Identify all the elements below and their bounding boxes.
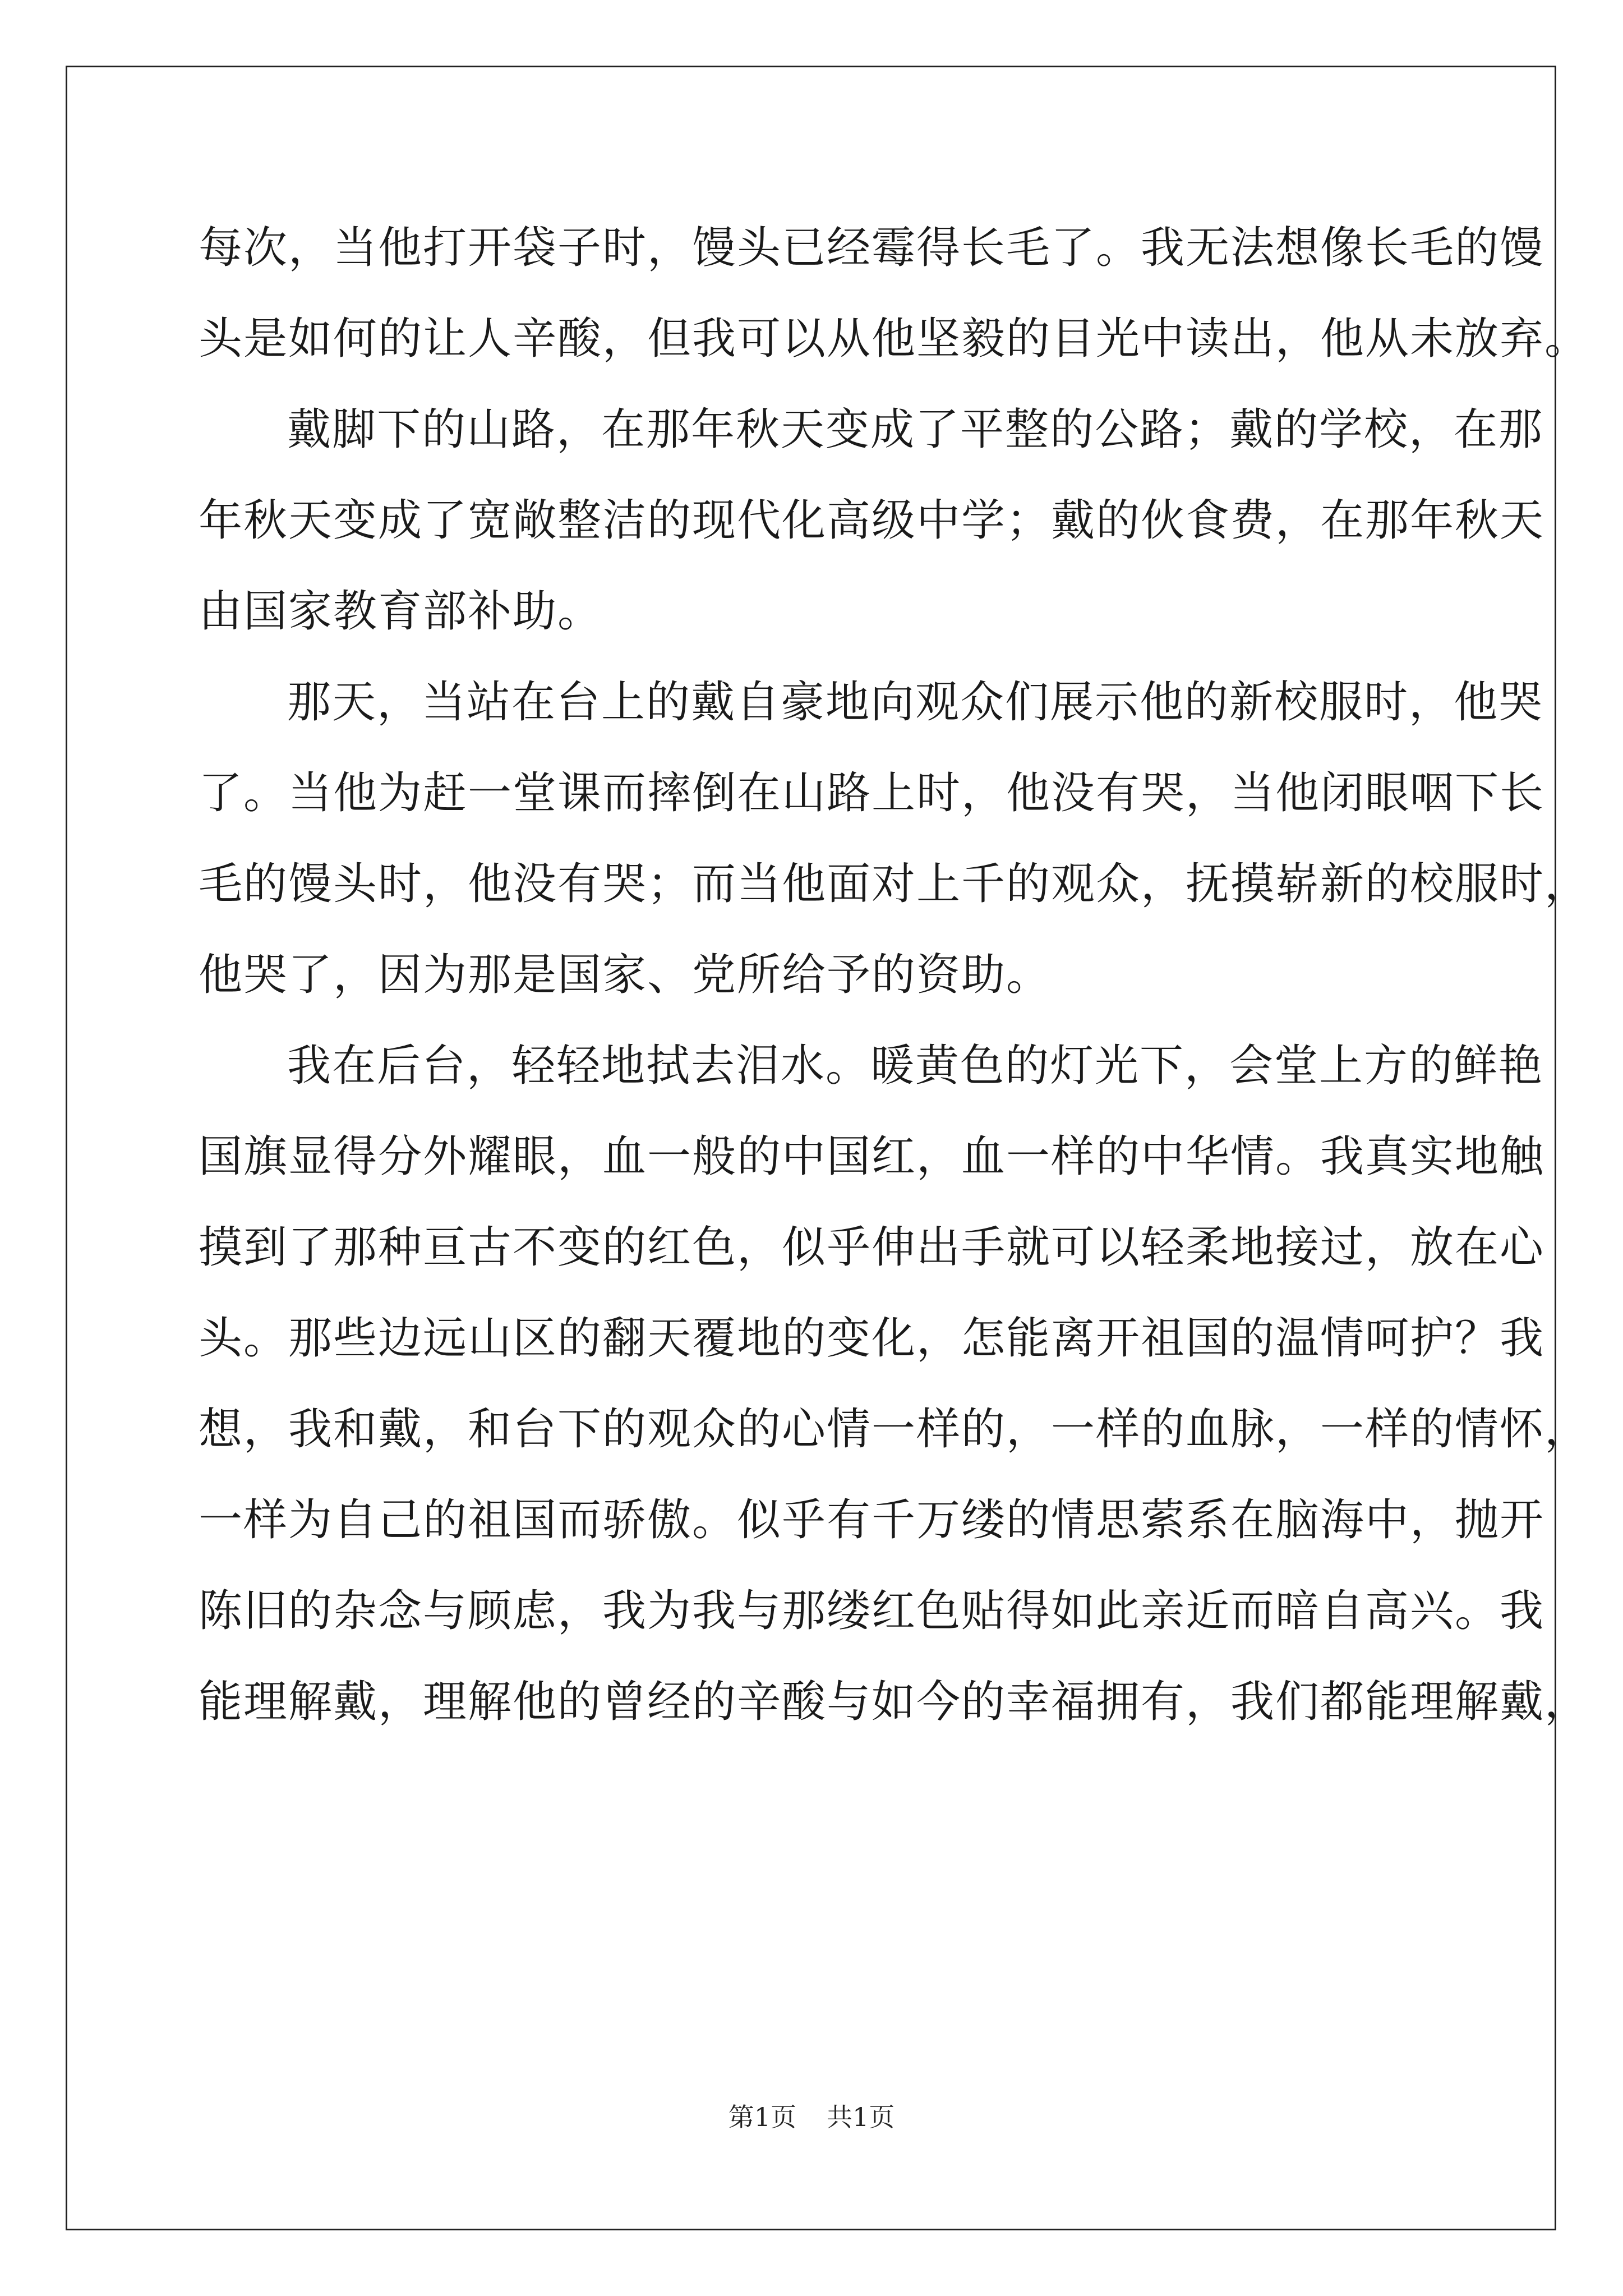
text-line: 陈旧的杂念与顾虑，我为我与那缕红色贴得如此亲近而暗自高兴。我 <box>199 1586 1545 1636</box>
text-line: 由国家教育部补助。 <box>199 586 603 637</box>
text-line: 国旗显得分外耀眼，血一般的中国红，血一样的中华情。我真实地触 <box>199 1131 1545 1182</box>
text-line: 毛的馒头时，他没有哭；而当他面对上千的观众，抚摸崭新的校服时， <box>199 859 1590 909</box>
page-footer <box>0 2100 1623 2134</box>
paragraph-first-line: 我在后台，轻轻地拭去泪水。暖黄色的灯光下，会堂上方的鲜艳 <box>287 1041 1544 1091</box>
text-line: 一样为自己的祖国而骄傲。似乎有千万缕的情思萦系在脑海中，抛开 <box>199 1495 1545 1545</box>
text-line: 想，我和戴，和台下的观众的心情一样的，一样的血脉，一样的情怀， <box>199 1404 1590 1455</box>
text-line: 年秋天变成了宽敞整洁的现代化高级中学；戴的伙食费，在那年秋天 <box>199 495 1545 546</box>
text-line: 头是如何的让人辛酸，但我可以从他坚毅的目光中读出，他从未放弃。 <box>199 314 1590 364</box>
paragraph-first-line: 戴脚下的山路，在那年秋天变成了平整的公路；戴的学校，在那 <box>287 404 1544 455</box>
text-line: 摸到了那种亘古不变的红色，似乎伸出手就可以轻柔地接过，放在心 <box>199 1222 1545 1273</box>
text-line: 了。当他为赶一堂课而摔倒在山路上时，他没有哭，当他闭眼咽下长 <box>199 768 1545 818</box>
text-line: 头。那些边远山区的翻天覆地的变化，怎能离开祖国的温情呵护？我 <box>199 1313 1545 1364</box>
text-line: 他哭了，因为那是国家、党所给予的资助。 <box>199 950 1052 1000</box>
document-body <box>199 220 1590 1765</box>
paragraph-first-line: 那天，当站在台上的戴自豪地向观众们展示他的新校服时，他哭 <box>287 677 1544 728</box>
page-total: 共1页 <box>827 2102 895 2132</box>
page-number: 第1页 <box>728 2102 796 2132</box>
text-line: 能理解戴，理解他的曾经的辛酸与如今的幸福拥有，我们都能理解戴， <box>199 1677 1590 1727</box>
text-line: 每次，当他打开袋子时，馒头已经霉得长毛了。我无法想像长毛的馒 <box>199 223 1545 273</box>
